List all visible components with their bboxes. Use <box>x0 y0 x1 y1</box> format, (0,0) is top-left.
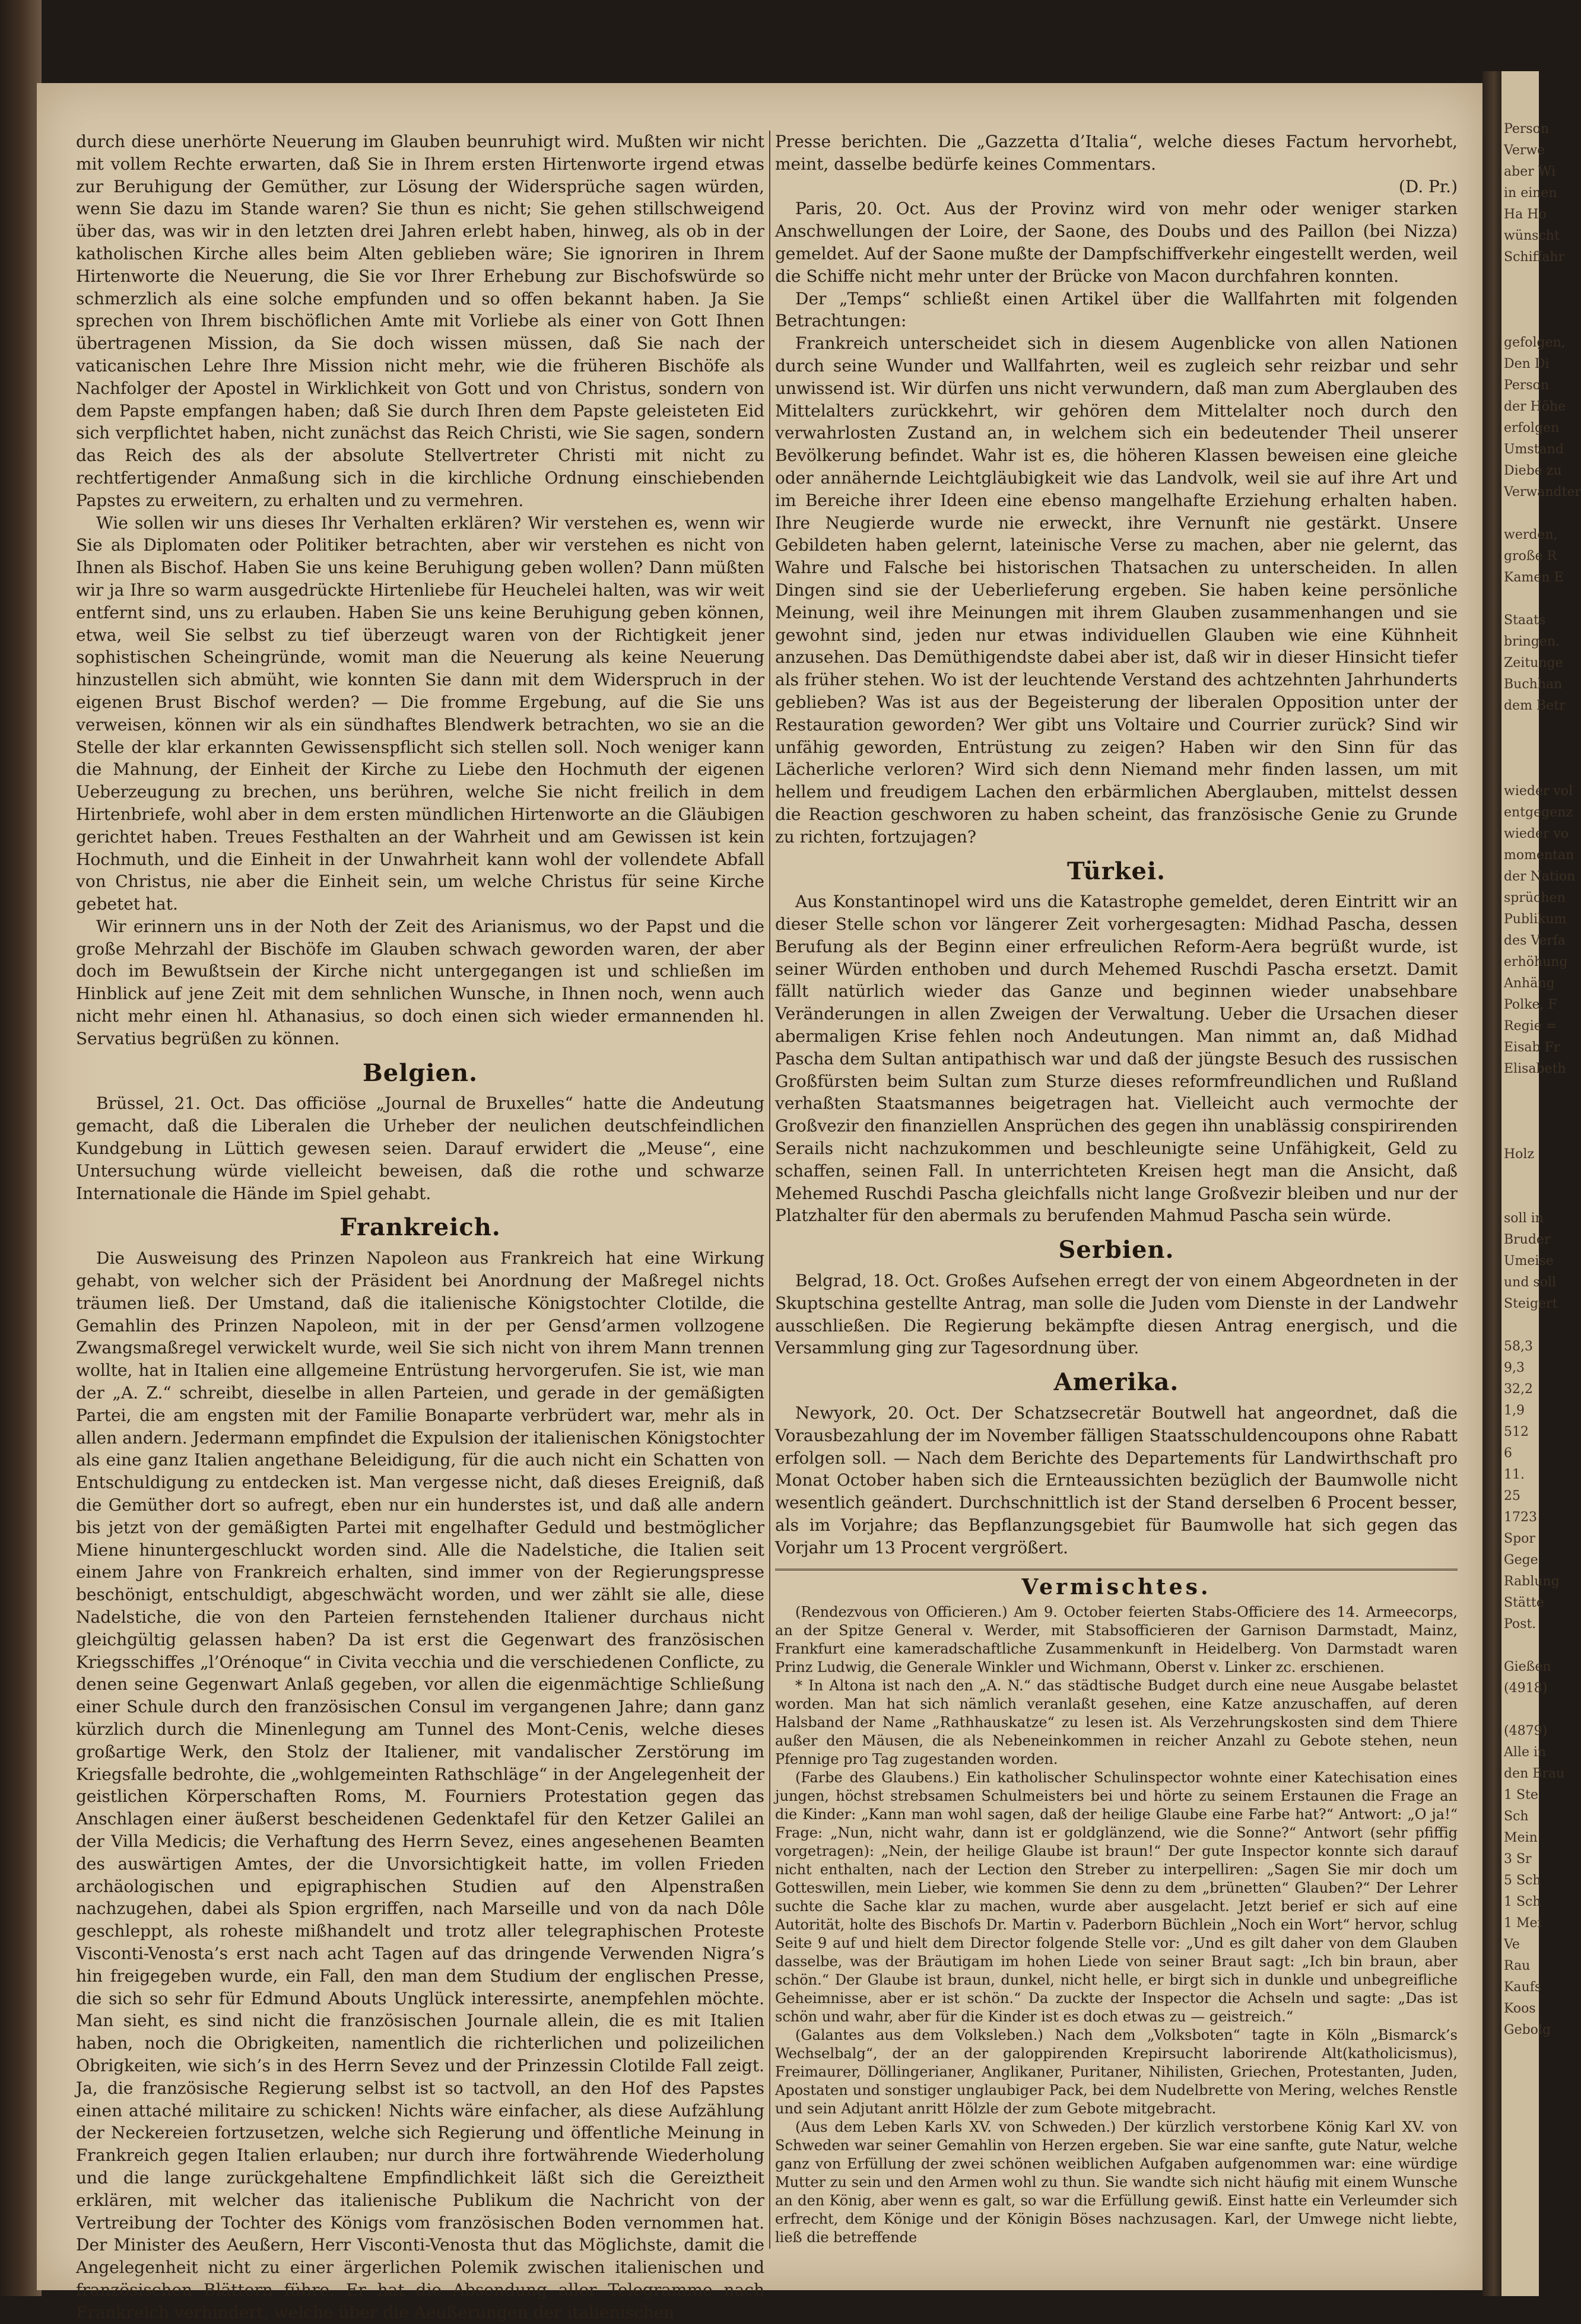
adjacent-page-line <box>1501 503 1539 524</box>
book-spine-shadow <box>0 0 42 2296</box>
adjacent-page-line: Kamen E <box>1504 570 1564 585</box>
adjacent-page-line: aber Wi <box>1504 164 1555 179</box>
adjacent-page-line: (4879) <box>1504 1724 1548 1738</box>
section-heading-tuerkei: Türkei. <box>1066 857 1166 885</box>
adjacent-page-line: große R <box>1504 549 1557 564</box>
article-paragraph: Wir erinnern uns in der Noth der Zeit des Arianismus, wo der Papst und die große Mehrzahl der Bischöfe im Glauben schwach geworden waren, der aber doch im Bewußtsein der Kirche nicht untergegangen ist und schließen im Hinblick auf jene Zeit mit dem sehnlichen Wunsche, in Ihnen noch, wenn auch nicht mehr einen hl. Athanasius, so doch einen sich wieder ermannenden hl. Servatius begrüßen zu können. <box>76 916 764 1048</box>
article-paragraph: Die Ausweisung des Prinzen Napoleon aus Frankreich hat eine Wirkung gehabt, von welcher sich der Präsident bei Anordnung der Maßregel nichts träumen ließ. Der Umstand, daß die italienische Königstochter Clotilde, die Gemahlin des Prinzen Napoleon, mit in der per Gensd’armen vollzogene Zwangsmaßregel verwickelt wurde, weil Sie sich nicht von ihrem Mann trennen wollte, hat in Italien eine allgemeine Entrüstung hervorgerufen. Sie ist, wie man der „A. Z.“ schreibt, dieselbe in allen Parteien, und gerade in der gemäßigten Partei, die am engsten mit der Familie Bonaparte verbrüdert war, mehr als in allen andern. Jedermann empfindet die Expulsion der italienischen Königstochter als eine ganz Italien angethane Beleidigung, für die auch nicht ein Schatten von Entschuldigung zu entdecken ist. Man vergesse nicht, daß dieses Ereigniß, daß die Gemüther dort so aufregt, eben nur ein hunderstes ist, und daß alle andern bis jetzt von der gemäßigten Partei mit engelhafter Geduld und bestmöglicher Miene hinuntergeschluckt worden sind. Alle die Nadelstiche, die Italien seit einem Jahre von Frankreich erhalten, sind immer von der Regierungspresse beschönigt, entschuldigt, abgeschwächt worden, und wer zählt sie alle, diese Nadelstiche, die von den Parteien fernstehenden Italiener durchaus nicht gleichgültig gelassen haben? Da ist erst die Gegenwart des französischen Kriegsschiffes „l’Orénoque“ in Civita vecchia und die verschiedenen Conflicte, zu denen seine Gegenwart Anlaß gegeben, vor allen die eigenmächtige Schließung einer Schule durch den französischen Consul im vergangenen Jahre; dann ganz kürzlich durch die Minenlegung am Tunnel des Mont-Cenis, welche dieses großartige Werk, den Stolz der Italiener, mit vandalischer Zerstörung im Kriegsfalle bedrohte, die „wohlgemeinten Rathschläge“ in der Angelegenheit der geistlichen Körperschaften Roms, M. Fourniers Protestation gegen das Anschlagen einer äußerst bescheidenen Gedenktafel für den Ketzer Galilei an der Villa Medicis; die Verhaftung des Herrn Sevez, eines angesehenen Beamten des auswärtigen Amtes, der die Unvorsichtigkeit hatte, im vollen Frieden archäologischen und epigraphischen Studien auf den Alpenstraßen nachzugehen, dabei als Spion ergriffen, nach Marseille und von da nach Dôle geschleppt, als roheste mißhandelt und trotz aller telegraphischen Proteste Visconti-Venosta’s erst nach acht Tagen auf das dringende Verwenden Nigra’s hin freigegeben wurde, ein Fall, den man dem Studium der englischen Presse, die sich so sehr für Edmund Abouts Unglück interessirte, anempfehlen möchte. Man sieht, es sind nicht die französischen Journale allein, die es mit Italien haben, noch die Obrigkeiten, namentlich die richterlichen und polizeilichen Obrigkeiten, wie sich’s in des Herrn Sevez und der Prinzessin Clotilde Fall zeigt. Ja, die französische Regierung selbst ist so tactvoll, an den Hof des Papstes einen attaché militaire zu schicken! Nichts wäre einfacher, als diese Aufzählung der Neckereien fortzusetzen, welche sich Regierung und öffentliche Meinung in Frankreich gegen Italien erlauben; nur durch ihre fortwährende Wiederholung und die lange zurückgehaltene Empfindlichkeit läßt sich die Gereiztheit erklären, mit welcher das italienische Publikum die Nachricht von der Vertreibung der Tochter des Königs vom französischen Boden vernommen hat. Der Minister des Aeußern, Herr Visconti-Venosta thut das Möglichste, damit die Angelegenheit nicht zu einer ärgerlichen Polemik zwischen italienischen und französischen Blättern führe. Er hat die Absendung aller Telegramme nach Frankreich verhindert, welche über die Aeußerungen der italienischen <box>76 1248 764 2322</box>
adjacent-page-line: Umeise <box>1504 1254 1554 1268</box>
adjacent-page-line: 1 Sch <box>1504 1894 1541 1909</box>
article-paragraph: durch diese unerhörte Neuerung im Glauben beunruhigt wird. Mußten wir nicht mit vollem Rechte erwarten, daß Sie in Ihrem ersten Hirtenworte irgend etwas zur Beruhigung der Gemüther, zur Lösung der Widersprüche sagen würden, wenn Sie dazu im Stande waren? Sie thun es nicht; Sie gehen stillschweigend über das, was wir in den letzten drei Jahren erlebt haben, hinweg, als ob in der katholischen Kirche alles beim Alten geblieben wäre; Sie ignoriren in Ihrem Hirtenworte die Neuerung, die Sie vor Ihrer Erhebung zur Bischofswürde so schmerzlich als eine solche empfunden und so offen bekannt haben. Ja Sie sprechen von Ihrem bischöflichen Amte mit Vorliebe als einer von Gott Ihnen übertragenen Mission, da Sie doch wissen müssen, daß Sie nach der vaticanischen Lehre Ihre Mission nicht mehr, wie die früheren Bischöfe als Nachfolger der Apostel in Wirklichkeit von Gott und von Christus, sondern von dem Papste empfangen haben; daß Sie durch Ihren dem Papste geleisteten Eid sich verpflichtet haben, nicht zunächst das Reich Christi, wie Sie sagen, sondern das Reich des als der absolute Stellvertreter Christi mit nicht zu rechtfertigender Anmaßung sich in die kirchliche Ordnung einschiebenden Papstes zu erweitern, zu erhalten und zu vermehren. <box>76 132 764 510</box>
adjacent-page-line: bringen. <box>1504 634 1560 649</box>
adjacent-page-line: Koos <box>1504 2001 1536 2016</box>
adjacent-page-line: Spor <box>1504 1531 1535 1546</box>
adjacent-page-line: 6 <box>1504 1446 1512 1461</box>
adjacent-page-line: der Nation <box>1504 869 1576 884</box>
column-right <box>775 131 1458 2247</box>
adjacent-page-line: Kaufs <box>1504 1980 1542 1995</box>
adjacent-page-line <box>1501 759 1539 781</box>
adjacent-page-line: Verwandter <box>1504 485 1581 500</box>
adjacent-page-line: wieder vo <box>1504 826 1569 841</box>
adjacent-page-line: Gießen <box>1504 1659 1551 1674</box>
adjacent-page-line: dem Betr <box>1504 698 1566 713</box>
section-heading-frankreich: Frankreich. <box>339 1213 501 1242</box>
adjacent-page-line: Rau <box>1504 1959 1531 1973</box>
adjacent-page-line: 32,2 <box>1504 1382 1533 1397</box>
adjacent-page-line <box>1501 1123 1539 1144</box>
adjacent-page-line: Publikum <box>1504 912 1567 927</box>
adjacent-page-line: 5 Sch <box>1504 1873 1541 1888</box>
news-item: * In Altona ist nach den „A. N.“ das städtische Budget durch eine neue Ausgabe belastet worden. Man hat sich nämlich veranlaßt gesehen, eine Katze anzuschaffen, auf deren Halsband der Name „Rathhauskatze“ zu lesen ist. Als Verzehrungskosten sind dem Thiere außer den Mäusen, die als Nebeneinkommen in reicher Anzahl zu Gebote stehen, neun Pfennige pro Tag zugestanden worden. <box>775 1677 1458 1768</box>
adjacent-page-line: momentan <box>1504 848 1574 863</box>
adjacent-page-line: Ha Ho <box>1504 207 1547 222</box>
adjacent-page-line <box>1501 311 1539 332</box>
adjacent-page-line: und soll <box>1504 1275 1557 1290</box>
section-heading-belgien: Belgien. <box>362 1058 478 1087</box>
adjacent-page-line: Steigert <box>1504 1296 1558 1311</box>
adjacent-page-line <box>1501 717 1539 738</box>
book-gutter <box>1482 71 1501 2296</box>
adjacent-page-line: 1723 <box>1504 1510 1537 1525</box>
adjacent-page-line: (4918) <box>1504 1681 1548 1696</box>
article-paragraph: Belgrad, 18. Oct. Großes Aufsehen erregt der von einem Abgeordneten in der Skuptschina gestellte Antrag, man solle die Juden vom Dienste in der Landwehr ausschließen. Die Regierung bekämpfte diesen Antrag energisch, und die Versammlung ging zur Tagesordnung über. <box>775 1271 1458 1358</box>
adjacent-page-line: 1 Ste <box>1504 1788 1538 1802</box>
adjacent-page-line: Person <box>1504 122 1550 136</box>
adjacent-page-line: Buchhan <box>1504 677 1563 692</box>
adjacent-page-line <box>1501 1187 1539 1208</box>
adjacent-page-line <box>1501 1315 1539 1336</box>
adjacent-page-line: Post. <box>1504 1617 1536 1632</box>
adjacent-page-line: des Verfa <box>1504 933 1566 948</box>
adjacent-page-line: 9,3 <box>1504 1360 1525 1375</box>
news-item: (Farbe des Glaubens.) Ein katholischer Schulinspector wohnte einer Katechisation eines jungen, höchst strebsamen Schulmeisters bei und hörte zu seinem Erstaunen die Frage an die Kinder: „Kann man wohl sagen, daß der heilige Glaube eine Farbe hat?“ Antwort: „O ja!“ Frage: „Nun, nicht wahr, dann ist er goldglänzend, wie die Sonne?“ Antwort (sehr pfiffig vorgetragen): „Nein, der heilige Glaube ist braun!“ Der gute Inspector konnte sich darauf nicht enthalten, nach der Lection den Streber zu interpelliren: „Sagen Sie mir doch um Gotteswillen, mein Lieber, wie kommen Sie denn zu dem „brünetten“ Glauben?“ Der Lehrer suchte die Sache klar zu machen, wurde aber ausgelacht. Jetzt berief er sich auf eine Autorität, holte des Bischofs Dr. Martin v. Paderborn Büchlein „Noch ein Wort“ hervor, schlug Seite 9 auf und hielt dem Director folgende Stelle vor: „Und es gilt daher von dem Glauben dasselbe, was der Bräutigam im hohen Liede von seiner Braut sagt: „Ich bin braun, aber schön.“ Der Glaube ist braun, dunkel, nicht helle, er birgt sich in dunkle und unbegreifliche Geheimnisse, aber er ist schön.“ Da zuckte der Inspector die Achseln und sagte: „Das ist schön und wahr, aber für die Kinder ist es doch etwas zu — geistreich.“ <box>775 1769 1458 2026</box>
section-heading-serbien: Serbien. <box>1058 1236 1174 1264</box>
adjacent-page-line: Eisab Fr <box>1504 1040 1560 1055</box>
adjacent-page-line: erhöhung <box>1504 955 1568 969</box>
article-paragraph: Frankreich unterscheidet sich in diesem Augenblicke von allen Nationen durch seine Wunder und Wallfahrten, weil es zugleich sehr reizbar und sehr unwissend ist. Wir dürfen uns nicht verwundern, daß man zum Aberglauben des Mittelalters zurückkehrt, wir gehören dem Mittelalter noch durch den verwahrlosten Zustand an, in welchem sich ein bedeutender Theil unserer Bevölkerung befindet. Wahr ist es, die höheren Klassen beweisen eine gleiche oder annähernde Leichtgläubigkeit wie das Landvolk, weil sie auf ihre Art und im Bereiche ihrer Ideen eine ebenso mangelhafte Erziehung erhalten haben. Ihre Neugierde wurde nie erweckt, ihre Vernunft nie gestärkt. Unsere Gebildeten haben gelernt, lateinische Verse zu machen, aber nie gelernt, das Wahre und Falsche bei historischen Thatsachen zu unterscheiden. In allen Dingen sind sie der Ueberlieferung ergeben. Sie haben keine persönliche Meinung, weil ihre Meinungen mit ihrem Glauben zusammenhangen und sie gewohnt sind, jeden nur etwas individuellen Glauben wie eine Kühnheit anzusehen. Das Demüthigendste dabei aber ist, daß wir in dieser Hinsicht tiefer als früher stehen. Wo ist der leuchtende Verstand des achtzehnten Jahrhunderts geblieben? Was ist aus der Begeisterung der liberalen Opposition unter der Restauration geworden? Wer gibt uns Voltaire und Courrier zurück? Sind wir unfähig geworden, Entrüstung zu zeigen? Haben wir den Sinn für das Lächerliche verloren? Wird sich denn Niemand mehr finden lassen, um mit hellem und freudigem Lachen den erbärmlichen Aberglauben, mittelst dessen die Reaction geschworen zu haben scheint, das französische Genie zu Grunde zu richten, fortzujagen? <box>775 333 1458 847</box>
column-left <box>76 131 764 2324</box>
adjacent-page-line: Holz <box>1504 1147 1535 1162</box>
adjacent-page-line: 512 <box>1504 1425 1529 1439</box>
adjacent-page-line: Stätte <box>1504 1595 1544 1610</box>
adjacent-page-fragment <box>1501 71 1581 2296</box>
article-paragraph: Der „Temps“ schließt einen Artikel über die Wallfahrten mit folgenden Betrachtungen: <box>775 288 1458 331</box>
adjacent-page-line: gefolgen, <box>1504 335 1566 350</box>
article-paragraph: Aus Konstantinopel wird uns die Katastrophe gemeldet, deren Eintritt wir an dieser Stelle schon vor längerer Zeit vorhergesagten: Midhad Pascha, dessen Berufung als der Beginn einer erfreulichen Reform-Aera begrüßt wurde, ist seiner Würden enthoben und durch Mehemed Ruschdi Pascha ersetzt. Damit fällt natürlich wieder das Ganze und beginnen wieder unabsehbare Veränderungen in allen Zweigen der Verwaltung. Ueber die Ursachen dieser abermaligen Krise fehlen noch Andeutungen. Man nimmt an, daß Midhad Pascha dem Sultan antipathisch war und daß der jüngste Besuch des russischen Großfürsten beim Sultan zum Sturze dieses reformfreundlichen und Rußland verhaßten Staatsmannes beigetragen hat. Vielleicht auch vermochte der Großvezir den finanziellen Ansprüchen des gegen ihn unablässig conspirirenden Serails nicht nachzukommen und beschleunigte seine Unfähigkeit, Geld zu schaffen, seinen Fall. In unterrichteten Kreisen hegt man die Ansicht, daß Mehemed Ruschdi Pascha gleichfalls nicht lange Großvezir bleiben und nur der Platzhalter für den abermals zu berufenden Mahmud Pascha sein würde. <box>775 892 1458 1226</box>
adjacent-page-line <box>1501 1635 1539 1657</box>
adjacent-page-line: Mein <box>1504 1830 1538 1845</box>
column-divider <box>769 131 770 2249</box>
adjacent-page-line: in einen <box>1504 186 1557 201</box>
adjacent-page-line: sprüchen <box>1504 891 1566 905</box>
adjacent-page-text <box>1501 71 1581 2041</box>
adjacent-page-line: erfolgen <box>1504 421 1560 435</box>
adjacent-page-line: entgegenz <box>1504 805 1573 820</box>
adjacent-page-line <box>1501 589 1539 610</box>
adjacent-page-line <box>1501 1699 1539 1721</box>
adjacent-page-line: Polke, F <box>1504 997 1557 1012</box>
adjacent-page-line: Anhäng <box>1504 976 1555 991</box>
article-paragraph: Presse berichten. Die „Gazzetta d’Italia“, welche dieses Factum hervorhebt, meint, dasselbe bedürfe keines Commentars. <box>775 132 1458 174</box>
adjacent-page-line: Den Di <box>1504 357 1550 371</box>
adjacent-page-line: Schiffahr <box>1504 250 1565 265</box>
adjacent-page-line: soll in <box>1504 1211 1544 1226</box>
adjacent-page-line: 3 Sr <box>1504 1852 1532 1867</box>
adjacent-page-line: Verwe <box>1504 143 1545 158</box>
adjacent-page-line: Diebe zu <box>1504 463 1562 478</box>
adjacent-page-line: 25 <box>1504 1489 1520 1503</box>
adjacent-page-line: Rablung <box>1504 1574 1560 1589</box>
article-paragraph: Newyork, 20. Oct. Der Schatzsecretär Boutwell hat angeordnet, daß die Vorausbezahlung der im November fälligen Staatsschuldencoupons ohne Rabatt erfolgen soll. — Nach dem Berichte des Departements für Landwirthschaft pro Monat October haben sich die Ernteaussichten bezüglich der Baumwolle nicht wesentlich geändert. Durchschnittlich ist der Stand derselben 6 Procent besser, als im Vorjahre; das Bepflanzungsgebiet für Baumwolle hat sich gegen das Vorjahr um 13 Procent vergrößert. <box>775 1403 1458 1557</box>
adjacent-page-line: 1,9 <box>1504 1403 1525 1418</box>
adjacent-page-line: Person <box>1504 378 1550 393</box>
news-item: (Galantes aus dem Volksleben.) Nach dem „Volksboten“ tagte in Köln „Bismarck’s Wechselbalg“, der an der galoppirenden Krepirsucht laborirende Alt(katholicismus), Freimaurer, Döllingerianer, Anglikaner, Puritaner, Nihilisten, Griechen, Protestanten, Juden, Apostaten und sonstiger unglaubiger Pack, bei dem Nudelbrette von Mering, welches Renstle und sein Adjutant anritt Hölzle der zum Gebote mitgebracht. <box>775 2027 1458 2118</box>
adjacent-page-line: der Höhe <box>1504 399 1566 414</box>
adjacent-page-line: Gege <box>1504 1553 1538 1568</box>
adjacent-page-line: Alle in <box>1504 1745 1547 1760</box>
adjacent-page-line <box>1501 738 1539 759</box>
adjacent-page-line <box>1501 1080 1539 1101</box>
adjacent-page-line: 58,3 <box>1504 1339 1533 1354</box>
adjacent-page-line: Regie = <box>1504 1019 1557 1034</box>
article-paragraph: Paris, 20. Oct. Aus der Provinz wird von mehr oder weniger starken Anschwellungen der Loire, der Saone, des Doubs und des Paillon (bei Nizza) gemeldet. Auf der Saone mußte der Dampfschiffverkehr eingestellt werden, weil die Schiffe nicht mehr unter der Brücke von Macon durchfahren konnten. <box>775 199 1458 286</box>
adjacent-page-line <box>1501 290 1539 311</box>
adjacent-page-line: Umstand <box>1504 442 1564 457</box>
article-paragraph: Wie sollen wir uns dieses Ihr Verhalten erklären? Wir verstehen es, wenn wir Sie als Diplomaten oder Politiker betrachten, aber wir verstehen es nicht von Ihnen als Bischof. Haben Sie uns keine Beruhigung geben wollen? Dann müßten wir ja Ihre so warm ausgedrückte Hirtenliebe für Heuchelei halten, was wir weit entfernt sind, uns zu erlauben. Haben Sie uns keine Beruhigung geben können, etwa, weil Sie selbst zu tief überzeugt waren von der Richtigkeit jener sophistischen Scheingründe, womit man die Neuerung als keine Neuerung hinzustellen sich abmüht, wie konnten Sie dann mit dem Widerspruch in der eigenen Brust Bischof werden? — Die fromme Ergebung, auf die Sie uns verweisen, können wir als ein sündhaftes Blendwerk betrachten, wo sie an die Stelle der klar erkannten Gewissenspflicht sich stellen soll. Noch weniger kann die Mahnung, der Einheit der Kirche zu Liebe den Hochmuth der eigenen Ueberzeugung zu brechen, uns berühren, welche Sie nicht freilich in dem Hirtenbriefe, wohl aber in dem ersten mündlichen Hirtenworte an die Gläubigen gerichtet haben. Treues Festhalten an der Wahrheit und am Gewissen ist kein Hochmuth, und die Einheit in der Unwahrheit kann wohl der vollendete Abfall von Christus, nie aber die Einheit sein, um welche Christus für seine Kirche gebetet hat. <box>76 513 764 914</box>
adjacent-page-line: werden, <box>1504 527 1558 542</box>
adjacent-page-line: Gebolg <box>1504 2023 1551 2037</box>
news-item: (Aus dem Leben Karls XV. von Schweden.) Der kürzlich verstorbene König Karl XV. von Schweden war seiner Gemahlin von Herzen ergeben. Sie war eine sanfte, gute Natur, welche ganz von Erfüllung der zwei schönen weiblichen Aufgaben aufgenommen war: eine würdige Mutter zu sein und den Armen wohl zu thun. Sie wandte sich nicht häufig mit einem Wunsche an den König, aber wenn es galt, so war die Erfüllung gewiß. Einst hatte ein Verleumder sich erfrecht, dem Könige und der Königin Böses nachzusagen. Karl, der Umwege nicht liebte, ließ die betreffende <box>775 2119 1458 2246</box>
adjacent-page-line: Bruder <box>1504 1232 1551 1247</box>
adjacent-page-line: Sch <box>1504 1809 1529 1824</box>
section-rule <box>775 1569 1458 1570</box>
adjacent-page-line: Zeitunge <box>1504 656 1563 670</box>
news-item: (Rendezvous von Officieren.) Am 9. October feierten Stabs-Officiere des 14. Armeecorps, an der Spitze General v. Werder, mit Stabsofficieren der Garnison Darmstadt, Mainz, Frankfurt eine kameradschaftliche Zusammenkunft in Heidelberg. Von Darmstadt waren Prinz Ludwig, die Generale Winkler und Wichmann, Oberst v. Linker zc. erschienen. <box>775 1604 1458 1676</box>
adjacent-page-line: wieder vol <box>1504 784 1573 799</box>
adjacent-page-line <box>1501 1165 1539 1187</box>
section-heading-amerika: Amerika. <box>1053 1368 1179 1397</box>
source-signature: (D. Pr.) <box>1398 176 1458 196</box>
adjacent-page-line: Staats <box>1504 613 1546 628</box>
adjacent-page-line: 11. <box>1504 1467 1525 1482</box>
adjacent-page-line <box>1501 268 1539 290</box>
adjacent-page-line: Elisabeth <box>1504 1061 1566 1076</box>
article-paragraph: Brüssel, 21. Oct. Das officiöse „Journal de Bruxelles“ hatte die Andeutung gemacht, daß die Liberalen die Urheber der neulichen deutschfeindlichen Kundgebung in Lüttich gewesen seien. Darauf erwidert die „Meuse“, eine Untersuchung würde vielleicht beweisen, daß die rothe und schwarze Internationale die Hände im Spiel gehabt. <box>76 1093 764 1203</box>
adjacent-page-line: den Brau <box>1504 1766 1565 1781</box>
adjacent-page-line: wünscht <box>1504 228 1560 243</box>
adjacent-page-line: 1 Mei <box>1504 1916 1542 1931</box>
section-heading-vermischtes: Vermischtes. <box>1021 1574 1211 1600</box>
adjacent-page-line <box>1501 1101 1539 1123</box>
adjacent-page-line: Ve <box>1504 1937 1520 1952</box>
